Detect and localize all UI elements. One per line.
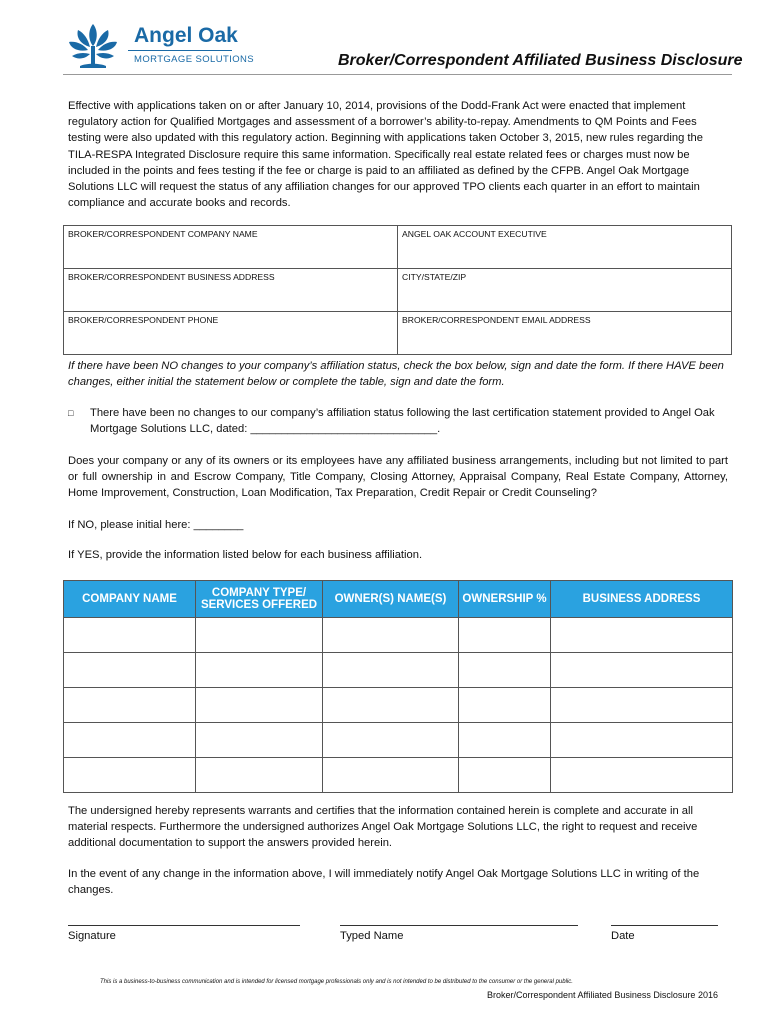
broker-info-table [63,225,732,355]
typed-name-label: Typed Name [340,930,404,942]
affiliation-table [63,580,733,793]
table-cell[interactable] [551,723,733,758]
if-no-initial[interactable]: If NO, please initial here: ________ [68,519,244,531]
footnote: This is a business-to-business communication and is intended for licensed mortgage professionals only and is not intended to be distributed to the consumer or the general public. [100,979,573,985]
city-state-zip-field[interactable]: CITY/STATE/ZIP [398,269,732,312]
table-cell[interactable] [323,723,459,758]
table-cell[interactable] [64,723,196,758]
intro-paragraph: Effective with applications taken on or after January 10, 2014, provisions of the Dodd-Frank Act were enacted that implement regulatory action for Qualified Mortgages and assessment of a borrower’s ability-to-repay. Amendments to QM Points and Fees testing were also updated with this regulatory action. Beginning with applications taken October 3, 2015, new rules regarding the TILA-RESPA Integrated Disclosure require this same information. Specifically real estate related fees or charges must now be included in the points and fees testing if the fee or charge is paid to an affiliated as defined by the CFPB. Angel Oak Mortgage Solutions LLC will request the status of any affiliation changes for our approved TPO clients each quarter in an effort to maintain compliance and accurate books and records. [68,100,703,210]
oak-tree-icon [66,22,120,70]
logo-name: Angel Oak [134,24,238,47]
table-cell[interactable] [64,688,196,723]
table-cell[interactable] [551,653,733,688]
table-cell[interactable] [196,653,323,688]
table-row [64,758,733,793]
date-label: Date [611,930,635,942]
document-title: Broker/Correspondent Affiliated Business Disclosure [338,52,743,69]
signature-label: Signature [68,930,116,942]
table-cell[interactable] [64,758,196,793]
account-executive-field[interactable]: ANGEL OAK ACCOUNT EXECUTIVE [398,226,732,269]
table-cell[interactable] [196,723,323,758]
phone-field[interactable]: BROKER/CORRESPONDENT PHONE [64,312,398,355]
typed-name-line[interactable] [340,925,578,926]
title-divider [63,74,732,75]
no-change-statement: There have been no changes to our company’s affiliation status following the last certification statement provided to Angel Oak Mortgage Solutions LLC, dated: ______________________________. [90,407,715,436]
logo-divider [128,50,232,51]
instructions: If there have been NO changes to your company’s affiliation status, check the box below, sign and date the form. If there HAVE been changes, either initial the statement below or complete the table, sign and date the form. [68,360,724,389]
table-cell[interactable] [196,758,323,793]
signature-line[interactable] [68,925,300,926]
notify-paragraph: In the event of any change in the information above, I will immediately notify Angel Oak Mortgage Solutions LLC in writing of the changes. [68,868,700,897]
table-cell[interactable] [551,688,733,723]
table-cell[interactable] [459,688,551,723]
table-cell[interactable] [459,618,551,653]
email-field[interactable]: BROKER/CORRESPONDENT EMAIL ADDRESS [398,312,732,355]
date-line[interactable] [611,925,718,926]
footer-title: Broker/Correspondent Affiliated Business Disclosure 2016 [487,990,718,1000]
table-cell[interactable] [323,758,459,793]
header-company-name: COMPANY NAME [64,581,196,618]
header-owner-names: OWNER(S) NAME(S) [323,581,459,618]
logo-subtitle: MORTGAGE SOLUTIONS [134,54,254,65]
header-business-address: BUSINESS ADDRESS [551,581,733,618]
header-company-type: COMPANY TYPE/ SERVICES OFFERED [196,581,323,618]
table-cell[interactable] [196,618,323,653]
table-cell[interactable] [551,618,733,653]
certification-paragraph: The undersigned hereby represents warrants and certifies that the information contained herein is complete and accurate in all material respects. Furthermore the undersigned authorizes Angel Oak Mortgage Solutions LLC, the right to request and receive additional documentation to support the answers provided herein. [68,805,698,850]
table-cell[interactable] [64,653,196,688]
table-cell[interactable] [64,618,196,653]
table-row [64,688,733,723]
table-row [64,618,733,653]
if-yes-instruction: If YES, provide the information listed below for each business affiliation. [68,549,423,561]
business-address-field[interactable]: BROKER/CORRESPONDENT BUSINESS ADDRESS [64,269,398,312]
table-cell[interactable] [551,758,733,793]
affiliation-question: Does your company or any of its owners or its employees have any affiliated business arrangements, including but not limited to part or full ownership in and Escrow Company, Title Company, Closing Attorney, Appraisal Company, Real Estate Company, Attorney, Home Improvement, Construction, Loan Modification, Tax Preparation, Credit Repair or Credit Counseling? [68,455,728,500]
header-ownership-percent: OWNERSHIP % [459,581,551,618]
table-row [64,723,733,758]
company-name-field[interactable]: BROKER/CORRESPONDENT COMPANY NAME [64,226,398,269]
table-cell[interactable] [459,653,551,688]
table-cell[interactable] [323,618,459,653]
table-cell[interactable] [459,723,551,758]
no-change-checkbox[interactable]: □ [68,408,74,418]
table-cell[interactable] [323,688,459,723]
table-row [64,653,733,688]
table-cell[interactable] [196,688,323,723]
table-cell[interactable] [323,653,459,688]
table-cell[interactable] [459,758,551,793]
